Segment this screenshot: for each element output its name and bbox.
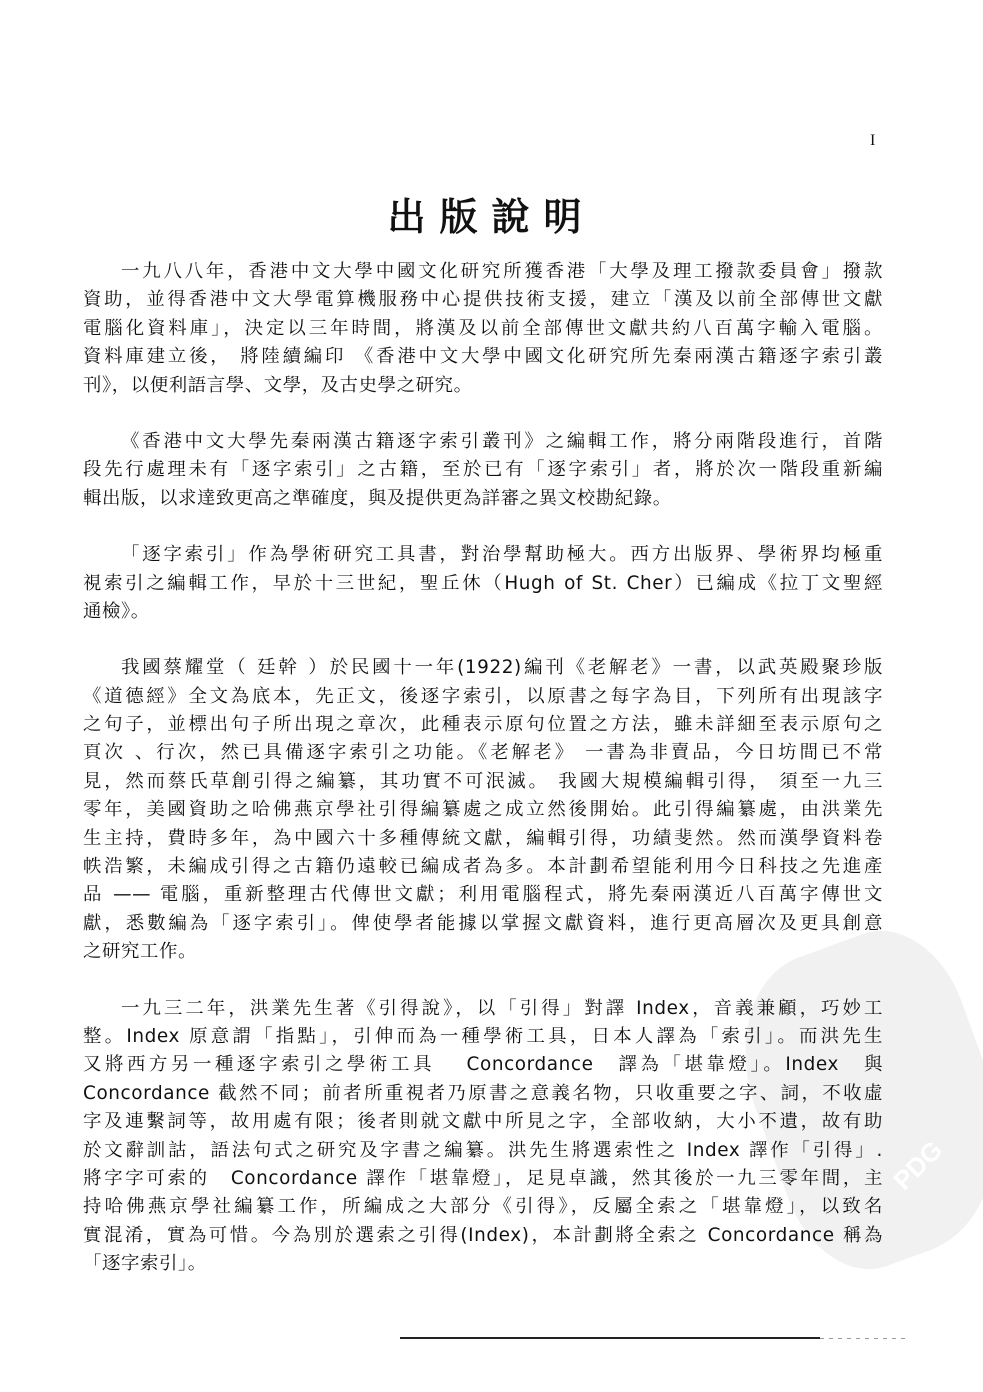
paragraph-2 [83, 428, 883, 513]
text-line: 品 —— 電腦，重新整理古代傳世文獻；利用電腦程式，將先秦兩漢近八百萬字傳世文 [83, 884, 883, 906]
text-line: 之研究工作。 [83, 941, 197, 963]
text-line: 「逐字索引」。 [83, 1253, 207, 1275]
text-line: 《香港中文大學先秦兩漢古籍逐字索引叢刊》之編輯工作，將分兩階段進行，首階 [121, 430, 883, 452]
text-line: 將字字可索的 Concordance 譯作「堪靠燈」，足見卓識，然其後於一九三零年間，主 [83, 1167, 883, 1189]
text-line: 之句子，並標出句子所出現之章次，此種表示原句位置之方法，雖未詳細至表示原句之 [83, 714, 883, 736]
footer-rule-dotted [820, 1338, 910, 1339]
footer-rule [400, 1337, 820, 1339]
text-line: 「逐字索引」作為學術研究工具書，對治學幫助極大。西方出版界、學術界均極重 [121, 544, 883, 566]
text-line: 零年，美國資助之哈佛燕京學社引得編纂處之成立然後開始。此引得編纂處，由洪業先 [83, 799, 883, 821]
text-line: 又將西方另一種逐字索引之學術工具 Concordance 譯為「堪靠燈」。Index 與 [83, 1054, 883, 1076]
paragraph-4 [83, 654, 883, 966]
text-line: 資料庫建立後， 將陸續編印 《香港中文大學中國文化研究所先秦兩漢古籍逐字索引叢 [83, 346, 883, 368]
text-line: 整。Index 原意謂「指點」，引伸而為一種學術工具，日本人譯為「索引」。而洪先生 [83, 1025, 883, 1047]
text-line: 段先行處理未有「逐字索引」之古籍，至於已有「逐字索引」者，將於次一階段重新編 [83, 459, 883, 481]
text-line: 通檢》。 [83, 600, 150, 622]
page-title: 出版說明 [387, 194, 596, 239]
text-line: 我國蔡耀堂（ 廷幹 ）於民國十一年(1922)編刊《老解老》一書，以武英殿聚珍版 [121, 657, 883, 679]
text-line: 輯出版，以求達致更高之準確度，與及提供更為詳審之異文校勘紀錄。 [83, 487, 672, 509]
text-line: 一九三二年，洪業先生著《引得說》，以「引得」對譯 Index，音義兼顧，巧妙工 [121, 997, 883, 1019]
text-line: 一九八八年，香港中文大學中國文化研究所獲香港「大學及理工撥款委員會」撥款 [121, 261, 883, 282]
text-line: 刊》，以便利語言學、文學，及古史學之研究。 [83, 374, 473, 396]
watermark-text: PDG [887, 1134, 949, 1196]
text-line: 生主持，費時多年，為中國六十多種傳統文獻，編輯引得，功績斐然。然而漢學資料卷 [83, 827, 883, 849]
text-line: 資助，並得香港中文大學電算機服務中心提供技術支援，建立「漢及以前全部傳世文獻 [83, 289, 883, 311]
paragraph-1 [83, 258, 883, 400]
paragraph-5 [83, 995, 883, 1279]
text-line: 帙浩繁，未編成引得之古籍仍遠較已編成者為多。本計劃希望能利用今日科技之先進產 [83, 856, 883, 878]
text-line: 電腦化資料庫」，決定以三年時間，將漢及以前全部傳世文獻共約八百萬字輸入電腦。 [83, 317, 883, 339]
page-number: I [870, 132, 876, 149]
paragraph-3 [83, 541, 883, 626]
text-line: 獻，悉數編為「逐字索引」。俾使學者能據以掌握文獻資料，進行更高層次及更具創意 [83, 912, 883, 934]
text-line: 《道德經》全文為底本，先正文，後逐字索引，以原書之每字為目，下列所有出現該字 [83, 685, 883, 707]
text-line: 持哈佛燕京學社編纂工作，所編成之大部分《引得》，反屬全索之「堪靠燈」，以致名 [83, 1196, 883, 1218]
document-body [83, 258, 883, 1307]
text-line: 頁次 、行次，然已具備逐字索引之功能。《老解老》 一書為非賣品，今日坊間已不常 [83, 742, 883, 764]
text-line: 視索引之編輯工作，早於十三世紀，聖丘休（Hugh of St. Cher）已編成《拉丁文聖經 [83, 572, 883, 594]
text-line: 於文辭訓詁，語法句式之研究及字書之編纂。洪先生將選索性之 Index 譯作「引得」. [83, 1139, 883, 1161]
text-line: 見，然而蔡氏草創引得之編纂，其功實不可泯滅。 我國大規模編輯引得， 須至一九三 [83, 770, 883, 792]
text-line: 字及連繫詞等，故用處有限；後者則就文獻中所見之字，全部收納，大小不遺，故有助 [83, 1111, 883, 1133]
text-line: Concordance 截然不同；前者所重視者乃原書之意義名物，只收重要之字、詞，不收虛 [83, 1082, 883, 1104]
text-line: 實混淆，實為可惜。今為別於選索之引得(Index)，本計劃將全索之 Concordance 稱為 [83, 1224, 883, 1246]
